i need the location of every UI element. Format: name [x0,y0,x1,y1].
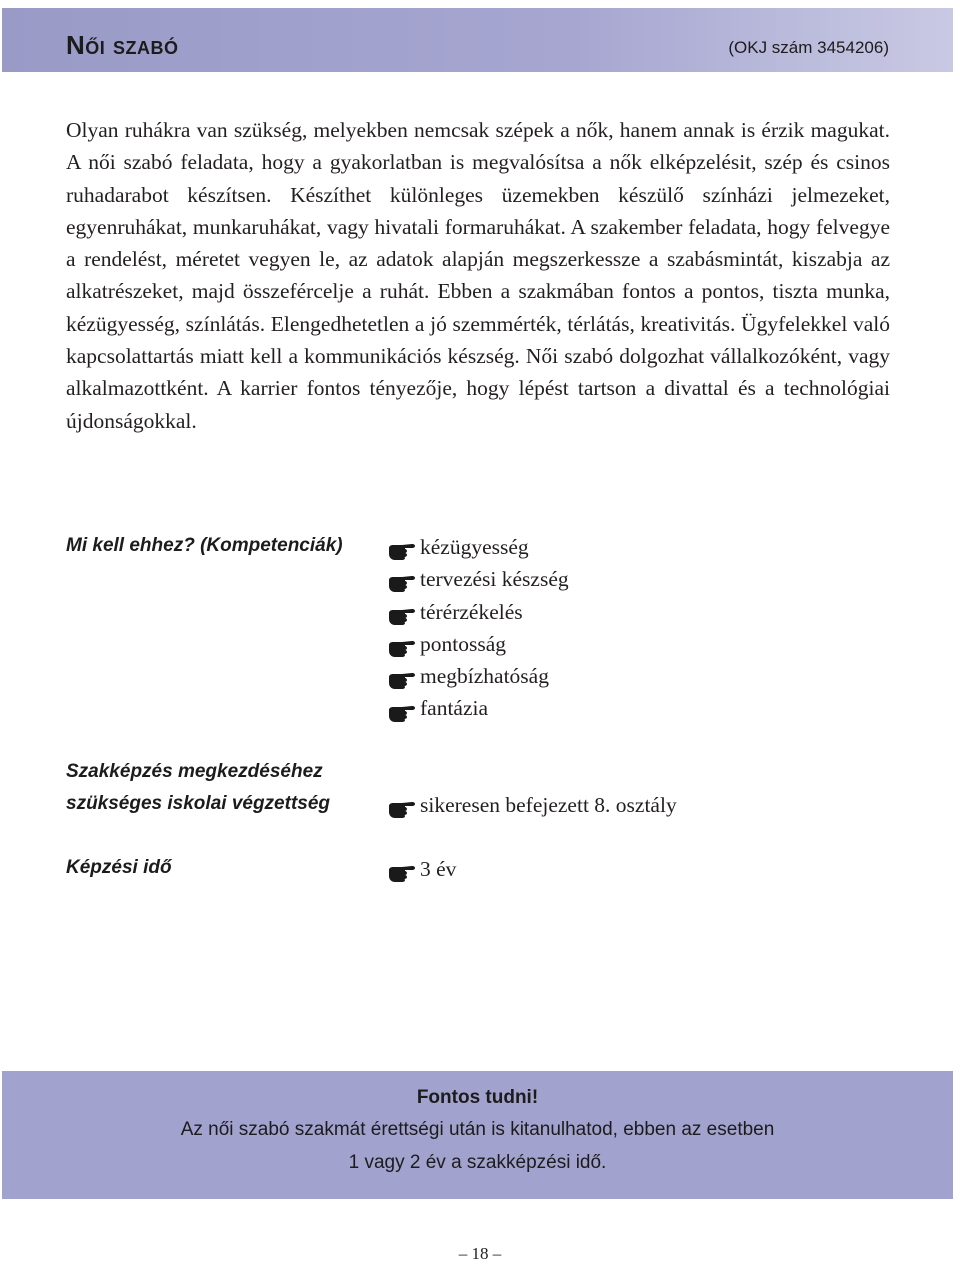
pointing-hand-icon [388,537,416,557]
pointing-hand-icon [388,795,416,815]
page-number: – 18 – [458,1244,502,1263]
pointing-hand-icon [388,569,416,589]
pointing-hand-icon [388,602,416,622]
list-item [388,660,569,692]
list-item-text: sikeresen befejezett 8. osztály [420,793,677,817]
list-item-text: térérzékelés [420,599,523,624]
info-line-1: Az női szabó szakmát érettségi után is kitanulhatod, ebben az esetben [180,1119,775,1140]
list-item [388,789,677,821]
list-item [388,692,569,724]
competencies-list [388,531,569,725]
education-list [388,789,677,821]
list-item-text: fantázia [420,696,489,721]
pointing-hand-icon [388,859,416,879]
list-item-text: kézügyesség [420,535,529,559]
pointing-hand-icon [388,634,416,654]
duration-label: Képzési idő [66,857,172,878]
list-item [388,853,456,885]
pointing-hand-icon [388,699,416,719]
list-item [388,628,569,660]
header-band [2,8,953,72]
info-line-2: 1 vagy 2 év a szakképzési idő. [348,1152,607,1173]
info-title: Fontos tudni! [416,1087,539,1108]
list-item-text: megbízhatóság [420,664,549,689]
page-title: Női szabó [66,30,179,60]
education-label-line2: szükséges iskolai végzettség [66,793,331,814]
list-item-text: tervezési készség [420,567,569,592]
pointing-hand-icon [388,666,416,686]
list-item [388,563,569,595]
list-item-text: pontosság [420,631,506,656]
list-item [388,531,569,563]
list-item-text: 3 év [420,857,457,881]
list-item [388,596,569,628]
education-label-line1: Szakképzés megkezdéséhez [66,761,323,782]
duration-list [388,853,456,885]
info-box [2,1071,953,1199]
competencies-label: Mi kell ehhez? (Kompetenciák) [66,535,343,556]
okj-code: (OKJ szám 3454206) [728,38,889,57]
intro-paragraph: Olyan ruhákra van szükség, melyekben nemcsak szépek a nők, hanem annak is érzik magukat. A női szabó feladata, hogy a gyakorlatban is megvalósítsa a nők elképzelésit, szép és csinos ruhadarabot készítsen. Készíthet különleges üzemekben készülő színházi jelmezeket, egyenruhákat, munkaruhákat, vagy hivatali formaruhákat. A szakember feladata, hogy felvegye a rendelést, méretet vegyen le, az adatok alapján megszerkessze a szabásmintát, kiszabja az alkatrészeket, majd összefércelje a ruhát. Ebben a szakmában fontos a pontos, tiszta munka, kézügyesség, színlátás. Elengedhetetlen a jó szemmérték, térlátás, kreativitás. Ügyfelekkel való kapcsolattartás miatt kell a kommunikációs készség. Női szabó dolgozhat vállalkozóként, vagy alkalmazottként. A karrier fontos tényezője, hogy lépést tartson a divattal és a technológiai újdonságokkal. [66,118,890,433]
